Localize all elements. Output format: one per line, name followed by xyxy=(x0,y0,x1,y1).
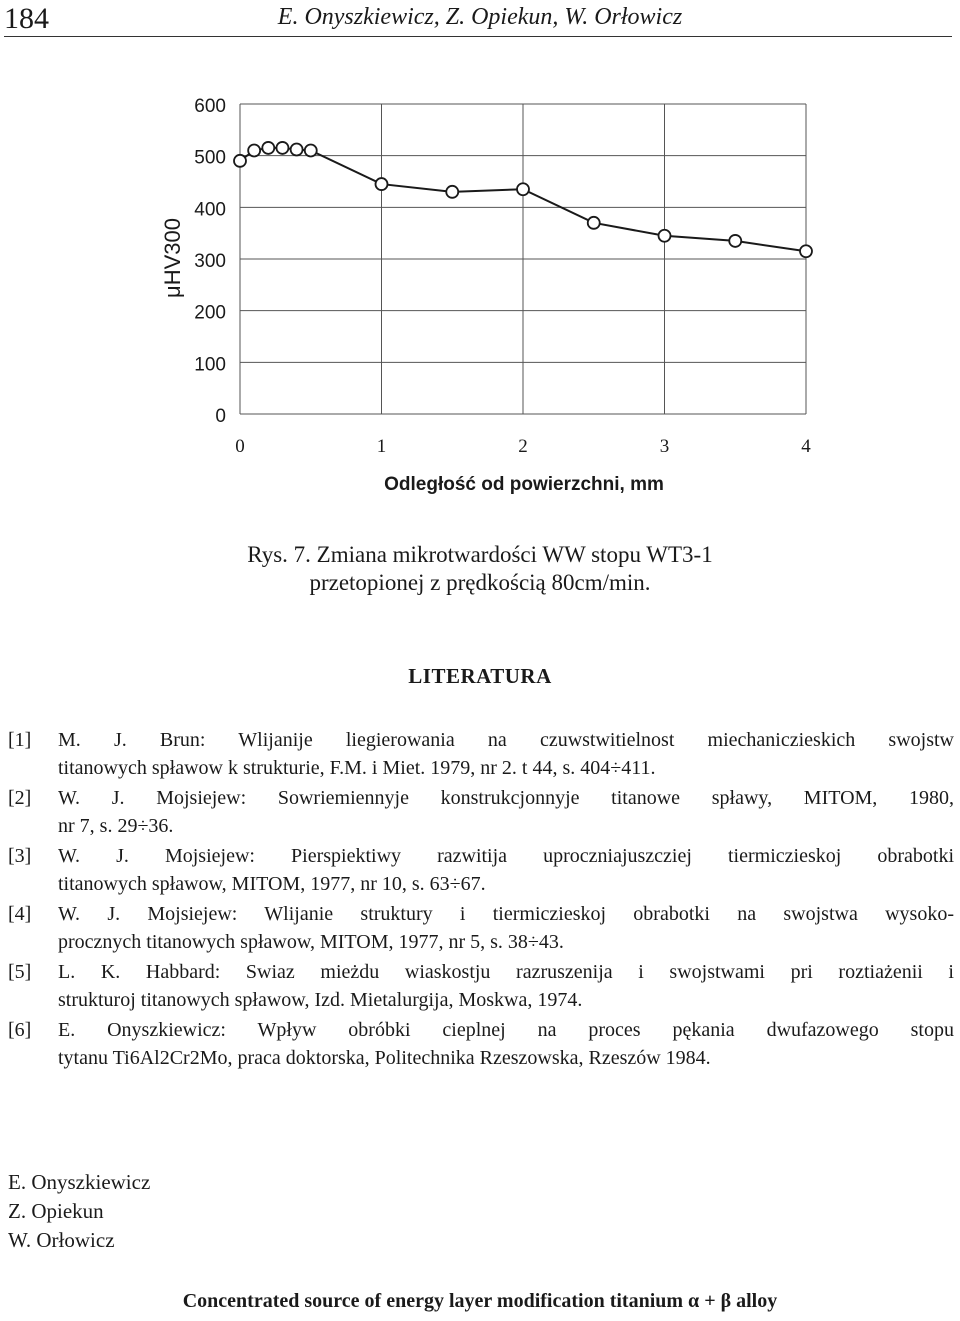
x-tick-label: 4 xyxy=(801,436,811,457)
reference-item xyxy=(0,726,960,784)
reference-text: strukturoj titanowych spławow, Izd. Mietalurgija, Moskwa, 1974. xyxy=(58,989,583,1011)
page-number: 184 xyxy=(4,2,49,35)
references-title: LITERATURA xyxy=(408,664,552,688)
chart-grid xyxy=(240,104,806,414)
reference-number: [1] xyxy=(8,729,32,751)
data-point xyxy=(305,145,317,157)
reference-text: W. J. Mojsiejew: Pierspiektiwy razwitija uproczniajuszcziej tiermiczieskoj obrabotki xyxy=(58,845,954,867)
header-rule xyxy=(4,36,952,37)
reference-number: [3] xyxy=(8,845,32,867)
x-tick-label: 1 xyxy=(376,436,387,457)
author-name: Z. Opiekun xyxy=(8,1199,104,1223)
reference-number: [4] xyxy=(8,903,32,925)
data-point xyxy=(291,143,303,155)
reference-number: [5] xyxy=(8,961,32,983)
reference-text: titanowych spławow, MITOM, 1977, nr 10, s. 63÷67. xyxy=(58,873,486,895)
y-tick-label: 100 xyxy=(194,354,226,376)
x-tick-labels xyxy=(235,436,811,457)
author-name: E. Onyszkiewicz xyxy=(8,1170,151,1194)
reference-text: tytanu Ti6Al2Cr2Mo, praca doktorska, Politechnika Rzeszowska, Rzeszów 1984. xyxy=(58,1047,711,1069)
chart-ylabel: μHV300 xyxy=(160,218,185,298)
y-tick-label: 0 xyxy=(215,406,226,427)
x-tick-label: 3 xyxy=(659,436,670,457)
reference-text: nr 7, s. 29÷36. xyxy=(58,815,174,837)
reference-item xyxy=(0,784,960,842)
data-point xyxy=(276,142,288,154)
reference-text: titanowych spławow k strukturie, F.M. i Miet. 1979, nr 2. t 44, s. 404÷411. xyxy=(58,757,656,779)
x-tick-label: 2 xyxy=(518,436,528,457)
reference-text: procznych titanowych spławow, MITOM, 1977, nr 5, s. 38÷43. xyxy=(58,931,564,953)
reference-item xyxy=(0,1016,960,1074)
reference-list xyxy=(0,726,960,1074)
english-title: Concentrated source of energy layer modification titanium α + β alloy xyxy=(182,1290,778,1312)
data-point xyxy=(517,183,529,195)
reference-text: M. J. Brun: Wlijanije liegierowania na czuwstwitielnost miechaniczieskich swojstw xyxy=(58,729,954,751)
reference-item xyxy=(0,958,960,1016)
x-tick-label: 0 xyxy=(235,436,245,457)
data-point xyxy=(659,230,671,242)
author-list xyxy=(8,1168,150,1255)
y-tick-labels xyxy=(194,96,226,427)
hardness-chart xyxy=(0,80,960,510)
data-point xyxy=(248,145,260,157)
data-point xyxy=(800,245,812,257)
reference-item xyxy=(0,842,960,900)
y-tick-label: 500 xyxy=(194,147,226,169)
reference-text: L. K. Habbard: Swiaz mieżdu wiaskostju razruszenija i swojstwami pri roztiażenii i xyxy=(58,961,954,983)
y-tick-label: 600 xyxy=(194,96,226,117)
reference-number: [6] xyxy=(8,1019,32,1041)
reference-text: W. J. Mojsiejew: Sowriemiennyje konstrukcjonnyje titanowe spławy, MITOM, 1980, xyxy=(58,787,954,809)
data-point xyxy=(729,235,741,247)
y-tick-label: 300 xyxy=(194,251,226,272)
running-head: E. Onyszkiewicz, Z. Opiekun, W. Orłowicz xyxy=(277,4,683,30)
data-point xyxy=(234,155,246,167)
y-tick-label: 200 xyxy=(194,302,226,324)
data-point xyxy=(588,217,600,229)
reference-number: [2] xyxy=(8,787,32,809)
data-point xyxy=(262,142,274,154)
author-name: W. Orłowicz xyxy=(8,1228,115,1252)
data-point xyxy=(446,186,458,198)
reference-text: E. Onyszkiewicz: Wpływ obróbki cieplnej na proces pękania dwufazowego stopu xyxy=(58,1019,954,1041)
chart-xlabel: Odległość od powierzchni, mm xyxy=(384,474,664,495)
figure-caption-line-2: przetopionej z prędkością 80cm/min. xyxy=(309,570,651,595)
reference-text: W. J. Mojsiejew: Wlijanie struktury i tiermiczieskoj obrabotki na swojstwa wysoko- xyxy=(58,903,954,925)
data-point xyxy=(376,178,388,190)
y-tick-label: 400 xyxy=(194,199,226,221)
figure-caption-line-1: Rys. 7. Zmiana mikrotwardości WW stopu WT3-1 xyxy=(247,542,713,567)
reference-item xyxy=(0,900,960,958)
